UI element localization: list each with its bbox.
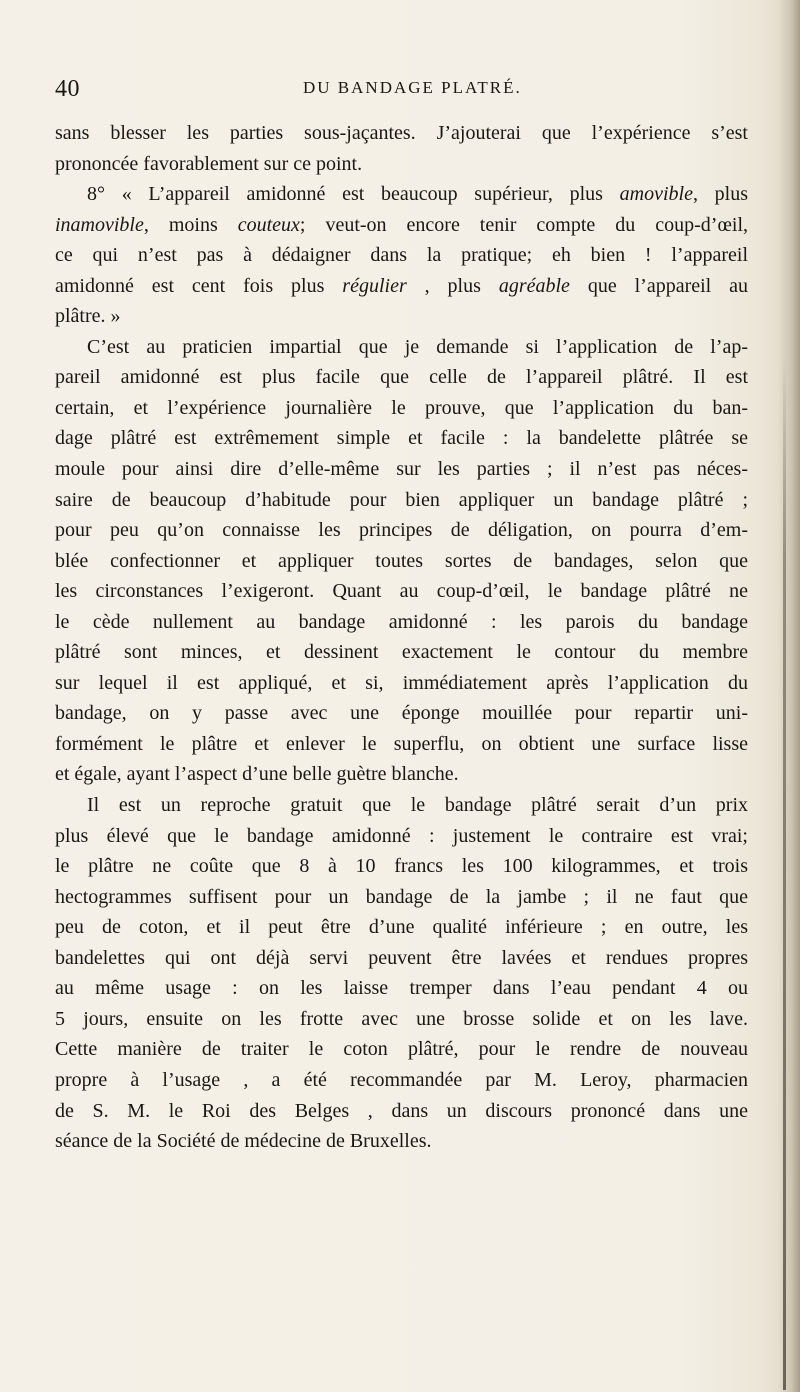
text-segment: amidonné est cent fois plus (55, 274, 343, 297)
text-line: bandage, on y passe avec une éponge mouillée pour repartir uni- (55, 702, 748, 725)
text-line (55, 179, 748, 210)
text-line: les circonstances l’exigeront. Quant au coup-d’œil, le bandage plâtré ne (55, 580, 748, 603)
page-gutter-shadow (778, 0, 800, 1392)
text-line: ce qui n’est pas à dédaigner dans la pratique; eh bien ! l’appareil (55, 244, 748, 267)
text-segment: , moins (143, 213, 238, 236)
text-segment: 8° « L’appareil amidonné est beaucoup supérieur, plus (87, 183, 620, 206)
text-line: le cède nullement au bandage amidonné : les parois du bandage (55, 610, 748, 633)
body-text (55, 118, 748, 1157)
text-line: au même usage : on les laisse tremper dans l’eau pendant 4 ou (55, 977, 748, 1000)
text-line: 5 jours, ensuite on les frotte avec une brosse solide et on les lave. (55, 1007, 748, 1030)
text-line: saire de beaucoup d’habitude pour bien appliquer un bandage plâtré ; (55, 488, 748, 511)
text-line: hectogrammes suffisent pour un bandage de la jambe ; il ne faut que (55, 885, 748, 908)
text-line: formément le plâtre et enlever le superflu, on obtient une surface lisse (55, 732, 748, 755)
text-line: Cette manière de traiter le coton plâtré, pour le rendre de nouveau (55, 1038, 748, 1061)
text-line: pour peu qu’on connaisse les principes de déligation, on pourra d’em- (55, 519, 748, 542)
text-line: bandelettes qui ont déjà servi peuvent être lavées et rendues propres (55, 946, 748, 969)
text-line: certain, et l’expérience journalière le prouve, que l’application du ban- (55, 396, 748, 419)
text-line: peu de coton, et il peut être d’une qualité inférieure ; en outre, les (55, 916, 748, 939)
text-line: propre à l’usage , a été recommandée par M. Leroy, pharmacien (55, 1068, 748, 1091)
text-line: plâtré sont minces, et dessinent exactement le contour du membre (55, 641, 748, 664)
page-header (55, 66, 745, 106)
text-line: Il est un reproche gratuit que le bandage plâtré serait d’un prix (87, 794, 748, 817)
text-line: le plâtre ne coûte que 8 à 10 francs les 100 kilogrammes, et trois (55, 855, 748, 878)
text-line: pareil amidonné est plus facile que celle de l’appareil plâtré. Il est (55, 366, 748, 389)
text-line: dage plâtré est extrêmement simple et facile : la bandelette plâtrée se (55, 427, 748, 450)
italic-term: couteux (237, 213, 300, 236)
italic-term: agréable (498, 274, 570, 297)
text-line: plus élevé que le bandage amidonné : justement le contraire est vrai; (55, 824, 748, 847)
text-line: C’est au praticien impartial que je demande si l’application de l’ap- (87, 335, 748, 358)
text-line: et égale, ayant l’aspect d’une belle guètre blanche. (55, 763, 459, 786)
text-line (55, 210, 748, 241)
text-segment: , plus (692, 183, 748, 206)
text-segment: ; veut-on encore tenir compte du coup-d’œil, (299, 213, 748, 236)
italic-term: amovible (619, 183, 693, 206)
text-line: moule pour ainsi dire d’elle-même sur les parties ; il n’est pas néces- (55, 458, 748, 481)
italic-term: inamovible (55, 213, 144, 236)
page-number: 40 (55, 76, 80, 102)
binding-edge (783, 360, 786, 1390)
text-line: sur lequel il est appliqué, et si, immédiatement après l’application du (55, 671, 748, 694)
text-line: séance de la Société de médecine de Bruxelles. (55, 1130, 432, 1153)
text-line: plâtre. » (55, 305, 121, 328)
text-line: prononcée favorablement sur ce point. (55, 152, 363, 175)
text-line: sans blesser les parties sous-jaçantes. J’ajouterai que l’expérience s’est (55, 122, 748, 144)
text-segment: que l’appareil au (569, 274, 749, 297)
running-title: DU BANDAGE PLATRÉ. (303, 78, 522, 97)
italic-term: régulier (342, 274, 407, 297)
text-line: de S. M. le Roi des Belges , dans un discours prononcé dans une (55, 1099, 748, 1122)
text-segment: , plus (406, 274, 499, 297)
text-line: blée confectionner et appliquer toutes sortes de bandages, selon que (55, 549, 748, 572)
text-line (55, 271, 748, 302)
